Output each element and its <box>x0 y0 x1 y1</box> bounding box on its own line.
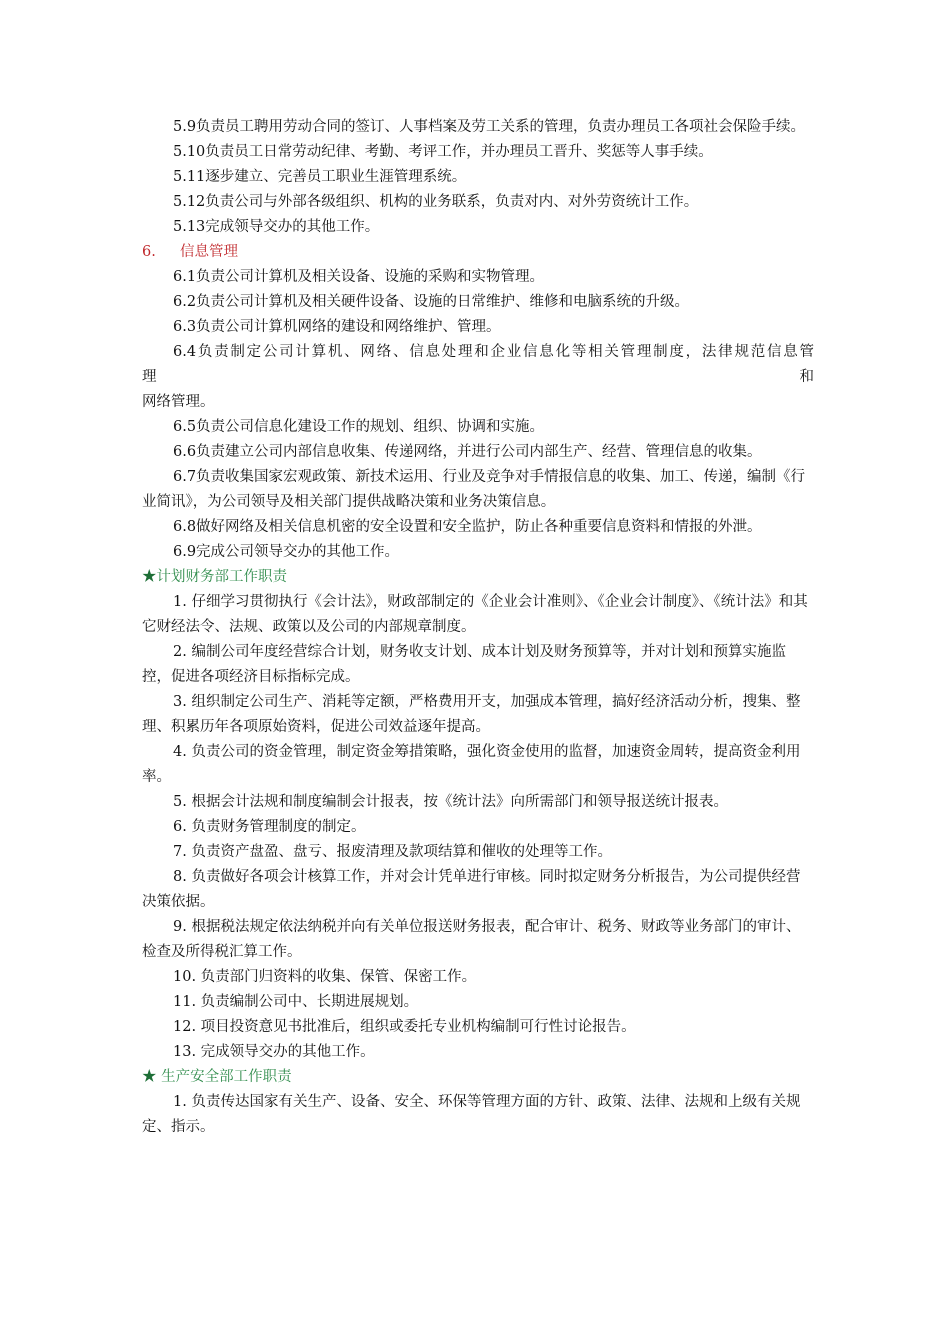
line2-end: 和 <box>799 369 815 385</box>
section-title: 信息管理 <box>180 244 238 260</box>
hr-item-5-9: 5.9负责员工聘用劳动合同的签订、人事档案及劳工关系的管理，负责办理员工各项社会保险手续。 <box>173 119 806 135</box>
finance-item-1: 1. 仔细学习贯彻执行《会计法》，财政部制定的《企业会计准则》、《企业会计制度》、《统计法》和其它财经法令、法规、政策以及公司的内部规章制度。 <box>142 594 808 635</box>
info-item-6-9: 6.9完成公司领导交办的其他工作。 <box>173 544 400 560</box>
info-item-6-4-line3: 网络管理。 <box>142 394 215 410</box>
document-page <box>142 115 814 1140</box>
hr-item-5-10: 5.10负责员工日常劳动纪律、考勤、考评工作，并办理员工晋升、奖惩等人事手续。 <box>173 144 713 160</box>
section-title: 生产安全部工作职责 <box>161 1069 292 1085</box>
info-item-6-3: 6.3负责公司计算机网络的建设和网络维护、管理。 <box>173 319 501 335</box>
info-item-6-2: 6.2负责公司计算机及相关硬件设备、设施的日常维护、维修和电脑系统的升级。 <box>173 294 690 310</box>
section-number: 6. <box>142 244 156 260</box>
info-item-6-8: 6.8做好网络及相关信息机密的安全设置和安全监护，防止各种重要信息资料和情报的外泄。 <box>173 519 762 535</box>
finance-item-2: 2. 编制公司年度经营综合计划，财务收支计划、成本计划及财务预算等，并对计划和预算实施监控，促进各项经济目标指标完成。 <box>142 644 786 685</box>
info-item-6-1: 6.1负责公司计算机及相关设备、设施的采购和实物管理。 <box>173 269 545 285</box>
finance-item-7: 7. 负责资产盘盈、盘亏、报废清理及款项结算和催收的处理等工作。 <box>173 844 612 860</box>
info-item-6-6: 6.6负责建立公司内部信息收集、传递网络，并进行公司内部生产、经营、管理信息的收集。 <box>173 444 762 460</box>
finance-item-12: 12. 项目投资意见书批准后，组织或委托专业机构编制可行性讨论报告。 <box>173 1019 636 1035</box>
info-item-6-4-line2 <box>142 365 814 390</box>
info-item-6-5: 6.5负责公司信息化建设工作的规划、组织、协调和实施。 <box>173 419 545 435</box>
section-title: 计划财务部工作职责 <box>156 569 287 585</box>
finance-item-10: 10. 负责部门归资料的收集、保管、保密工作。 <box>173 969 477 985</box>
section-heading-finance <box>142 565 814 590</box>
line2-start: 理 <box>142 369 476 385</box>
finance-item-11: 11. 负责编制公司中、长期进展规划。 <box>173 994 419 1010</box>
star-icon: ★ <box>142 1069 157 1085</box>
finance-item-6: 6. 负责财务管理制度的制定。 <box>173 819 366 835</box>
production-item-1: 1. 负责传达国家有关生产、设备、安全、环保等管理方面的方针、政策、法律、法规和上级有关规定、指示。 <box>142 1094 801 1135</box>
hr-item-5-13: 5.13完成领导交办的其他工作。 <box>173 219 380 235</box>
info-item-6-4-line1: 6.4负责制定公司计算机、网络、信息处理和企业信息化等相关管理制度，法律规范信息管 <box>173 344 814 360</box>
star-icon: ★ <box>142 569 157 585</box>
info-item-6-7: 6.7负责收集国家宏观政策、新技术运用、行业及竞争对手情报信息的收集、加工、传递，编制《行业简讯》，为公司领导及相关部门提供战略决策和业务决策信息。 <box>142 469 806 510</box>
finance-item-9: 9. 根据税法规定依法纳税并向有关单位报送财务报表，配合审计、税务、财政等业务部门的审计、检查及所得税汇算工作。 <box>142 919 801 960</box>
section-heading-production <box>142 1065 814 1090</box>
finance-item-5: 5. 根据会计法规和制度编制会计报表，按《统计法》向所需部门和领导报送统计报表。 <box>173 794 728 810</box>
finance-item-3: 3. 组织制定公司生产、消耗等定额，严格费用开支，加强成本管理，搞好经济活动分析，搜集、整理、积累历年各项原始资料，促进公司效益逐年提高。 <box>142 694 801 735</box>
hr-item-5-11: 5.11逐步建立、完善员工职业生涯管理系统。 <box>173 169 467 185</box>
hr-item-5-12: 5.12负责公司与外部各级组织、机构的业务联系，负责对内、对外劳资统计工作。 <box>173 194 699 210</box>
finance-item-4: 4. 负责公司的资金管理，制定资金筹措策略，强化资金使用的监督，加速资金周转，提高资金利用率。 <box>142 744 801 785</box>
finance-item-13: 13. 完成领导交办的其他工作。 <box>173 1044 375 1060</box>
section-heading-info <box>142 240 814 265</box>
finance-item-8: 8. 负责做好各项会计核算工作，并对会计凭单进行审核。同时拟定财务分析报告，为公司提供经营决策依据。 <box>142 869 801 910</box>
